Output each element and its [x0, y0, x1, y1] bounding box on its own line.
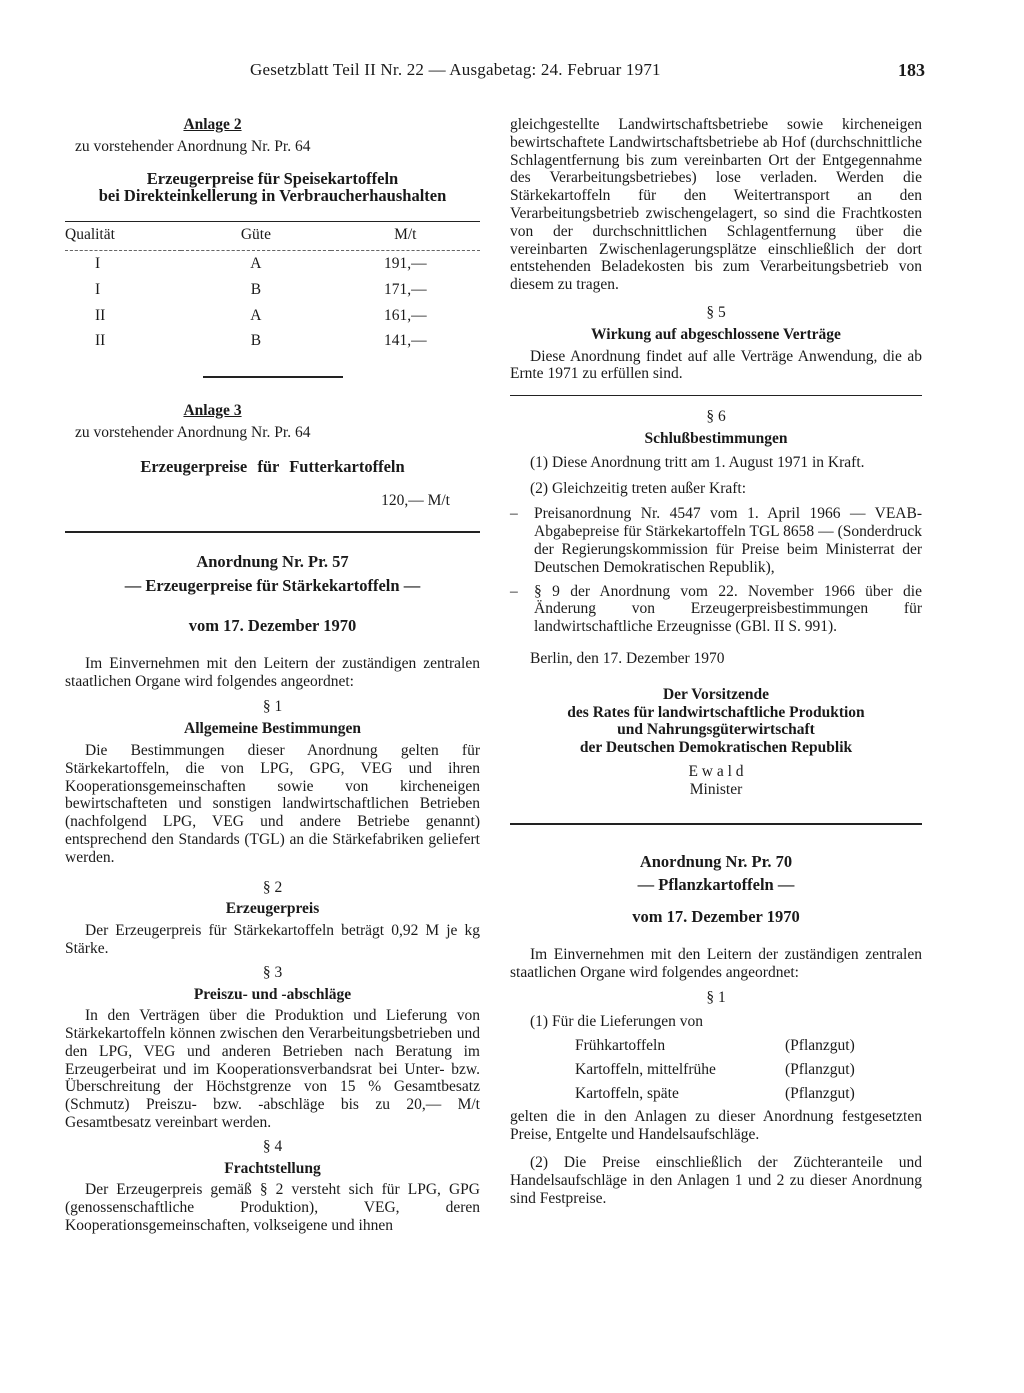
section-title: Erzeugerpreis	[225, 900, 320, 918]
section4-continuation: gleichgestellte Landwirtschaftsbetriebe sowie kircheneigen bewirtschaftete Landwirtschaftsbetriebe ab Hof (durchschnittliche Schlagentfernung bis zum vereinbarten Ort der Entgegennahme des Verarbeitungsbetriebes) lose verladen. Werden die Stärkekartoffeln für den Weitertransport an den Verarbeitungsbetrieb zwischengelagert, so sind die Frachtkosten von der durchschnittlichen Schlagentfernung über die vereinbarten Zwischenlagerungsplätze einschließlich der dort entstehenden Beladekosten bis zum Verarbeitungsbetrieb von diesem zu tragen.	[510, 116, 922, 294]
table-row	[65, 277, 480, 303]
grade-cell: A	[250, 306, 262, 324]
right-column	[510, 110, 922, 1207]
grade-cell: B	[250, 280, 262, 298]
section-number: § 2	[262, 878, 283, 896]
signer-name: E w a l d	[688, 762, 744, 780]
section-title: Schlußbestimmungen	[644, 429, 788, 447]
section-divider	[65, 531, 480, 533]
quality-cell: I	[95, 254, 101, 272]
anlage2-heading-line2: bei Direkteinkellerung in Verbraucherhaushalten	[98, 186, 447, 206]
signer-org-line: und Nahrungsgüterwirtschaft	[617, 721, 815, 739]
list-dash: –	[510, 505, 518, 523]
column-header-grade: Güte	[181, 222, 330, 251]
supply-category: (Pflanzgut)	[785, 1037, 855, 1055]
supply-item: Kartoffeln, mittelfrühe	[575, 1060, 716, 1078]
section-number: § 1	[706, 989, 726, 1007]
column-header-quality: Qualität	[65, 222, 181, 251]
quality-cell: II	[95, 306, 106, 324]
table-row	[65, 250, 480, 276]
table-row	[65, 328, 480, 354]
quality-cell: II	[95, 332, 106, 350]
list-dash: –	[510, 582, 518, 600]
ordinance70-intro: Im Einvernehmen mit den Leitern der zuständigen zentralen staatlichen Organe wird folgendes angeordnet:	[510, 945, 922, 981]
section-text: Der Erzeugerpreis gemäß § 2 versteht sich für LPG, GPG (genossenschaftliche Produktion), VEG, deren Kooperationsgemeinschaften, volkseigene und ihnen	[65, 1181, 480, 1235]
section-number: § 5	[706, 303, 726, 321]
signature-block	[510, 686, 922, 799]
anlage2-heading-line1: Erzeugerpreise für Speisekartoffeln	[146, 168, 399, 188]
section-title: Wirkung auf abgeschlossene Verträge	[591, 325, 841, 343]
anlage3-reference: zu vorstehender Anordnung Nr. Pr. 64	[75, 423, 311, 441]
table-header-row	[65, 222, 480, 251]
list-item	[510, 505, 922, 576]
supply-item: Kartoffeln, späte	[575, 1084, 679, 1102]
grade-cell: A	[250, 254, 262, 272]
supply-category: (Pflanzgut)	[785, 1060, 855, 1078]
ordinance70-subtitle: — Pflanzkartoffeln —	[637, 875, 795, 895]
section-text: Diese Anordnung findet auf alle Verträge Anwendung, die ab Ernte 1971 zu erfüllen sind.	[510, 347, 922, 383]
section-title: Allgemeine Bestimmungen	[184, 720, 361, 738]
section-number: § 1	[262, 698, 283, 716]
ordinance70-title: Anordnung Nr. Pr. 70	[639, 851, 793, 871]
ordinance57-intro: Im Einvernehmen mit den Leitern der zuständigen zentralen staatlichen Organe wird folgendes angeordnet:	[65, 654, 480, 690]
plant-potato-list	[575, 1037, 922, 1102]
section-paragraph: (1) Für die Lieferungen von	[530, 1013, 704, 1031]
price-cell: 141,—	[383, 332, 427, 350]
price-cell: 161,—	[383, 306, 427, 324]
section-divider	[510, 395, 922, 396]
section-divider	[203, 376, 343, 378]
ordinance70-date: vom 17. Dezember 1970	[632, 907, 800, 927]
price-cell: 171,—	[383, 280, 427, 298]
supply-category: (Pflanzgut)	[785, 1084, 855, 1102]
signer-org-line: Der Vorsitzende	[662, 685, 770, 703]
signer-org-line: des Rates für landwirtschaftliche Produktion	[567, 703, 865, 721]
ordinance57-title: Anordnung Nr. Pr. 57	[196, 552, 349, 572]
section-text: Der Erzeugerpreis für Stärkekartoffeln beträgt 0,92 M je kg Stärke.	[65, 922, 480, 957]
running-header: Gesetzblatt Teil II Nr. 22 — Ausgabetag: 24. Februar 1971	[250, 60, 661, 79]
section-text: gelten die in den Anlagen zu dieser Anordnung festgesetzten Preise, Entgelte und Handelsaufschläge.	[510, 1108, 922, 1144]
anlage2-reference: zu vorstehender Anordnung Nr. Pr. 64	[75, 137, 311, 155]
section-number: § 3	[262, 963, 283, 981]
anlage2-title: Anlage 2	[183, 116, 242, 133]
quality-cell: I	[95, 280, 101, 298]
potato-price-table	[65, 221, 480, 354]
section-title: Frachtstellung	[224, 1159, 321, 1177]
list-item	[510, 583, 922, 636]
section-title: Preiszu- und -abschläge	[193, 985, 352, 1003]
anlage3-title: Anlage 3	[183, 402, 242, 420]
section-paragraph: (1) Diese Anordnung tritt am 1. August 1971 in Kraft.	[530, 453, 865, 471]
signer-org-line: der Deutschen Demokratischen Republik	[579, 739, 853, 757]
page-number: 183	[898, 60, 925, 80]
table-row	[65, 303, 480, 329]
left-column	[65, 110, 480, 1235]
supply-item: Frühkartoffeln	[575, 1037, 666, 1055]
feed-potato-price: 120,— M/t	[381, 491, 450, 509]
grade-cell: B	[250, 332, 262, 350]
price-cell: 191,—	[383, 254, 427, 272]
list-item-text: § 9 der Anordnung vom 22. November 1966 über die Änderung von Erzeugerpreisbestimmungen für landwirtschaftliche Erzeugnisse (GBl. II S. 991).	[534, 582, 922, 636]
ordinance57-date: vom 17. Dezember 1970	[188, 615, 357, 635]
section-number: § 6	[706, 408, 726, 426]
place-and-date: Berlin, den 17. Dezember 1970	[530, 649, 725, 667]
list-item-text: Preisanordnung Nr. 4547 vom 1. April 1966 — VEAB-Abgabepreise für Stärkekartoffeln TGL 8658 — (Sonderdruck der Regierungskommission für Preise beim Ministerrat der Deutschen Demokratischen Republik),	[534, 505, 922, 576]
section-divider	[510, 823, 922, 825]
signer-title: Minister	[689, 780, 743, 798]
section-text: In den Verträgen über die Produktion und Lieferung von Stärkekartoffeln können zwischen den Verarbeitungsbetrieben und den LPG, VEG und anderen Betrieben nach Beratung im Erzeugerbeirat und im Kooperationsverbandsrat bei Unter- bzw. Überschreitung der Höchstgrenze von 15 % Gesamtbesatz (Schmutz) Preiszu- bzw. -abschläge bis zu 20,— M/t Gesamtbesatz vereinbart werden.	[65, 1007, 480, 1132]
section-text: Die Bestimmungen dieser Anordnung gelten für Stärkekartoffeln, die von LPG, GPG, VEG und ihren Kooperationsgemeinschaften sowie von kircheneigen bewirtschafteten und sonstigen landwirtschaftlichen Betrieben (nachfolgend LPG, VEG und andere Betriebe genannt) entsprechend den Standards (TGL) an die Stärkefabriken geliefert werden.	[65, 741, 480, 866]
anlage3-heading: Erzeugerpreise für Futterkartoffeln	[140, 456, 405, 476]
ordinance57-subtitle: — Erzeugerpreise für Stärkekartoffeln —	[124, 576, 421, 596]
section-number: § 4	[262, 1137, 283, 1155]
column-header-price: M/t	[331, 222, 480, 251]
section-paragraph: (2) Die Preise einschließlich der Züchteranteile und Handelsaufschläge in den Anlagen 1 und 2 zu dieser Anordnung sind Festpreise.	[510, 1154, 922, 1207]
section-paragraph: (2) Gleichzeitig treten außer Kraft:	[530, 479, 747, 497]
